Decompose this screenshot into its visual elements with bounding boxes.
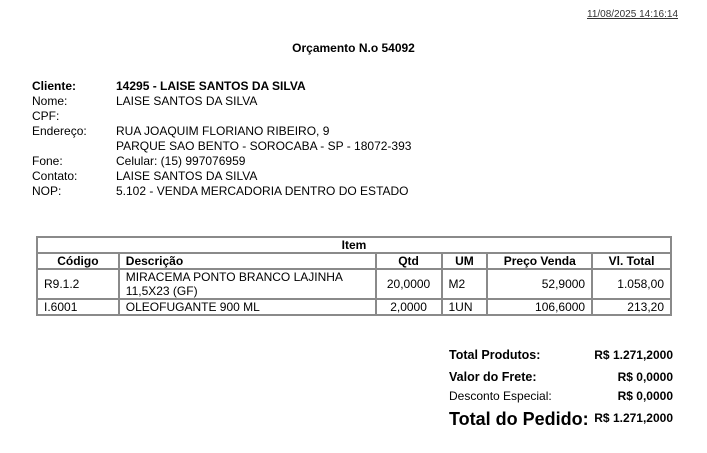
cell-codigo: R9.1.2	[37, 269, 119, 299]
cell-codigo: I.6001	[37, 299, 119, 315]
col-header-descricao: Descrição	[119, 253, 376, 269]
nome-label: Nome:	[32, 94, 68, 108]
items-table	[36, 236, 672, 316]
desconto-especial-value: R$ 0,0000	[617, 389, 673, 403]
valor-frete-label: Valor do Frete:	[449, 370, 537, 384]
endereco2-value: PARQUE SAO BENTO - SOROCABA - SP - 18072-393	[116, 139, 412, 153]
desconto-especial-label: Desconto Especial:	[449, 389, 552, 403]
items-title-row	[37, 237, 671, 253]
fone-label: Fone:	[32, 154, 63, 168]
contato-label: Contato:	[32, 169, 78, 183]
col-header-um: UM	[442, 253, 488, 269]
cell-qtd: 2,0000	[376, 299, 442, 315]
total-produtos-value: R$ 1.271,2000	[594, 348, 673, 362]
fone-value: Celular: (15) 997076959	[116, 154, 246, 168]
print-timestamp: 11/08/2025 14:16:14	[587, 9, 679, 20]
cell-qtd: 20,0000	[376, 269, 442, 299]
endereco-label: Endereço:	[32, 124, 87, 138]
cell-um: 1UN	[442, 299, 488, 315]
col-header-codigo: Código	[37, 253, 119, 269]
total-pedido-label: Total do Pedido:	[449, 409, 589, 429]
cell-descricao: MIRACEMA PONTO BRANCO LAJINHA 11,5X23 (GF)	[119, 269, 376, 299]
col-header-qtd: Qtd	[376, 253, 442, 269]
cell-vl-total: 213,20	[592, 299, 671, 315]
nome-value: LAISE SANTOS DA SILVA	[116, 94, 258, 108]
cell-um: M2	[442, 269, 488, 299]
nop-value: 5.102 - VENDA MERCADORIA DENTRO DO ESTADO	[116, 184, 409, 198]
valor-frete-value: R$ 0,0000	[617, 370, 673, 384]
cell-descricao: OLEOFUGANTE 900 ML	[119, 299, 376, 315]
cell-preco-venda: 52,9000	[487, 269, 592, 299]
contato-value: LAISE SANTOS DA SILVA	[116, 169, 258, 183]
table-row	[37, 269, 671, 299]
client-value: 14295 - LAISE SANTOS DA SILVA	[116, 79, 306, 93]
client-label: Cliente:	[32, 79, 77, 93]
endereco-value: RUA JOAQUIM FLORIANO RIBEIRO, 9	[116, 124, 330, 138]
col-header-preco-venda: Preço Venda	[487, 253, 592, 269]
document-title: Orçamento N.o 54092	[292, 41, 415, 55]
col-header-vl-total: Vl. Total	[592, 253, 671, 269]
items-table-title: Item	[37, 237, 671, 253]
total-pedido-value: R$ 1.271,2000	[594, 411, 673, 425]
cpf-label: CPF:	[32, 109, 60, 123]
cell-vl-total: 1.058,00	[592, 269, 671, 299]
table-row	[37, 299, 671, 315]
nop-label: NOP:	[32, 184, 62, 198]
cell-preco-venda: 106,6000	[487, 299, 592, 315]
items-header-row	[37, 253, 671, 269]
total-produtos-label: Total Produtos:	[449, 348, 541, 362]
